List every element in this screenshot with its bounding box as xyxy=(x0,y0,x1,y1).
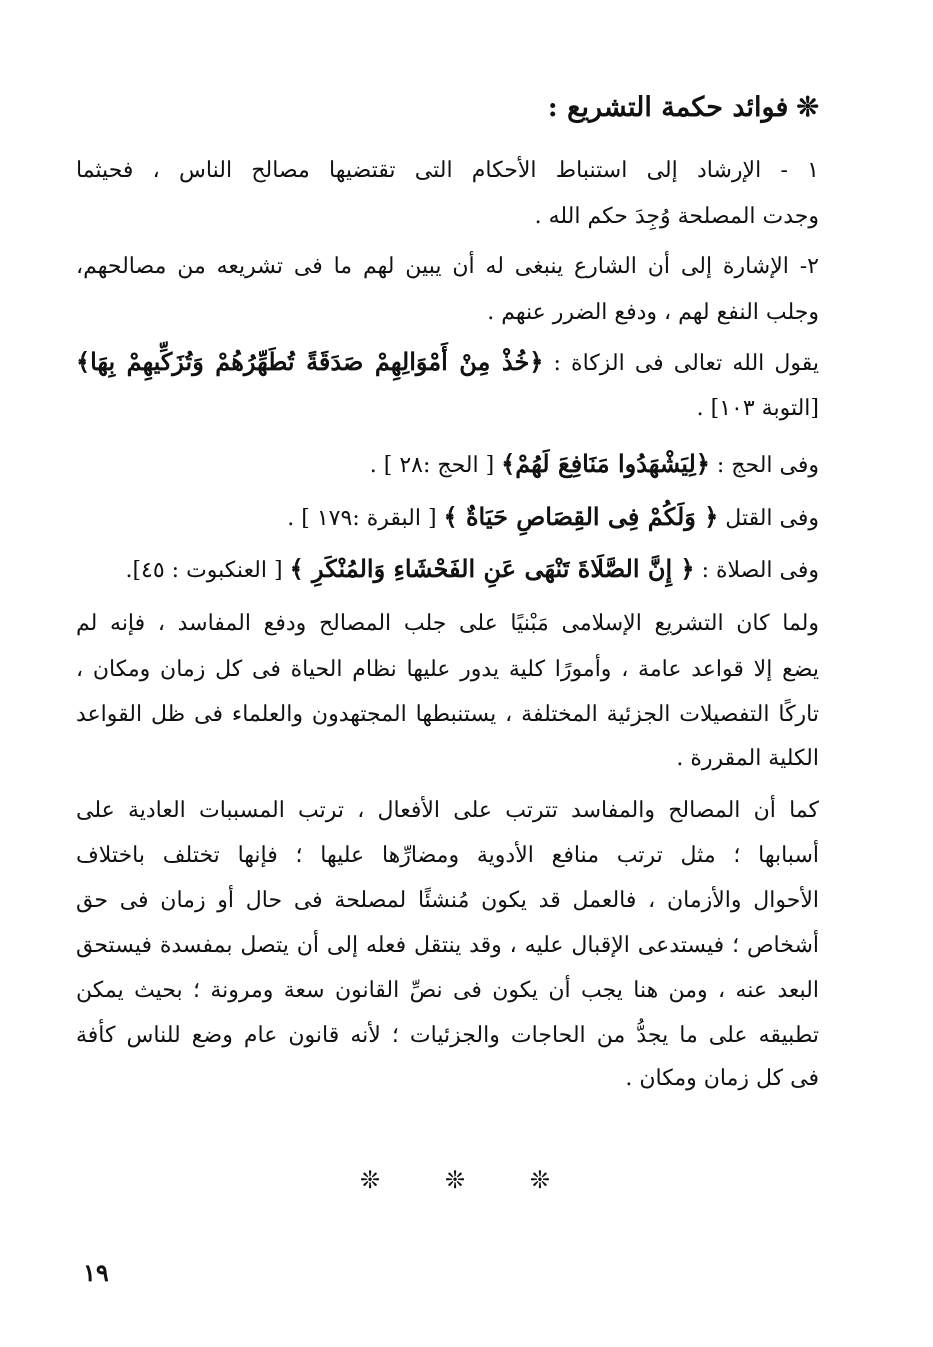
star-icon: ❊ xyxy=(360,1166,381,1194)
hajj-reference: [ الحج :٢٨ ] . xyxy=(369,453,495,478)
text-line-para3-a: ولما كان التشريع الإسلامى مَبْنيًا على جلب المصالح ودفع المفاسد ، فإنه لم xyxy=(76,611,819,636)
qatl-intro: وفى القتل xyxy=(725,506,819,531)
salat-verse: ﴿ إِنَّ الصَّلَاةَ تَنْهَى عَنِ الفَحْشَاءِ وَالمُنْكَرِ ﴾ xyxy=(289,554,695,583)
text-line-para4-d: أشخاص ؛ فيستدعى الإقبال عليه ، وقد ينتقل فعله إلى أن يتصل بمفسدة فيستحق xyxy=(76,933,819,958)
star-icon: ❊ xyxy=(444,1166,466,1194)
page-number: ١٩ xyxy=(83,1258,109,1287)
salat-line xyxy=(125,554,819,583)
hajj-line xyxy=(369,449,819,478)
text-line-para4-f: تطبيقه على ما يجدُّ من الحاجات والجزئيات ؛ لأنه قانون عام وضع للناس كأفة xyxy=(76,1023,819,1048)
zakat-reference: [التوبة ١٠٣] . xyxy=(696,396,819,421)
star-icon: ❊ xyxy=(796,92,819,123)
text-line-para3-c: تاركًا التفصيلات الجزئية المختلفة ، يستنبطها المجتهدون والعلماء فى ظل القواعد xyxy=(76,702,819,727)
hajj-intro: وفى الحج : xyxy=(716,453,819,478)
text-line-point1-b: وجدت المصلحة وُجِدَ حكم الله . xyxy=(534,204,819,229)
text-line-para4-b: أسبابها ؛ مثل ترتب منافع الأدوية ومضارِّها عليها ؛ فإنها تختلف باختلاف xyxy=(76,843,819,868)
qatl-reference: [ البقرة :١٧٩ ] . xyxy=(287,506,437,531)
star-icon: ❊ xyxy=(529,1166,550,1194)
zakat-intro: يقول الله تعالى فى الزكاة : xyxy=(553,351,819,376)
section-heading xyxy=(548,92,819,123)
text-line-para4-a: كما أن المصالح والمفاسد تترتب على الأفعال ، ترتب المسببات العادية على xyxy=(76,798,819,823)
qatl-verse: ﴿ وَلَكُمْ فِى القِصَاصِ حَيَاةٌ ﴾ xyxy=(443,502,719,531)
text-line-para4-g: فى كل زمان ومكان . xyxy=(625,1066,819,1091)
zakat-line xyxy=(76,347,819,376)
text-line-point2-a: ٢- الإشارة إلى أن الشارع ينبغى له أن يبين لهم ما فى تشريعه من مصالحهم، xyxy=(76,254,819,279)
hajj-verse: ﴿لِيَشْهَدُوا مَنَافِعَ لَهُمْ﴾ xyxy=(501,449,710,478)
salat-intro: وفى الصلاة : xyxy=(701,558,819,583)
heading-text: فوائد حكمة التشريع : xyxy=(547,92,789,123)
salat-reference: [ العنكبوت : ٤٥]. xyxy=(125,558,283,583)
qatl-line xyxy=(287,502,819,531)
text-line-point2-b: وجلب النفع لهم ، ودفع الضرر عنهم . xyxy=(487,300,819,325)
text-line-point1-a: ١ - الإرشاد إلى استنباط الأحكام التى تقتضيها مصالح الناس ، فحيثما xyxy=(76,158,819,183)
text-line-para4-c: الأحوال والأزمان ، فالعمل قد يكون مُنشئًا لمصلحة فى حال أو زمان فى حق xyxy=(76,888,819,913)
zakat-verse: ﴿خُذْ مِنْ أَمْوَالِهِمْ صَدَقَةً تُطَهِّرُهُمْ وَتُزَكِّيهِمْ بِهَا﴾ xyxy=(76,347,544,376)
text-line-para4-e: البعد عنه ، ومن هنا يجب أن يكون فى نصِّ القانون سعة ومرونة ؛ بحيث يمكن xyxy=(76,978,819,1003)
text-line-para3-d: الكلية المقررة . xyxy=(676,746,819,771)
text-line-para3-b: يضع إلا قواعد عامة ، وأمورًا كلية يدور عليها نظام الحياة فى كل زمان ومكان ، xyxy=(76,657,819,682)
section-separator xyxy=(360,1166,550,1194)
